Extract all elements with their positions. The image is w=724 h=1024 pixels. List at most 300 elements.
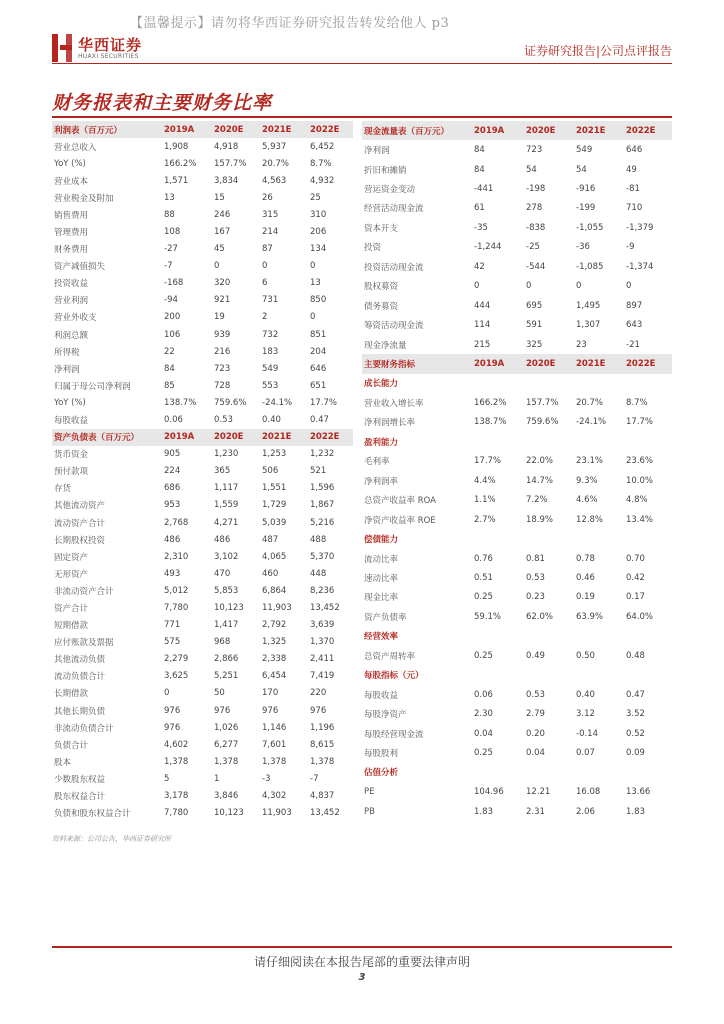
cell-value: 206 <box>310 227 327 238</box>
cell-value: 3.12 <box>576 709 595 720</box>
cell-value: 108 <box>164 227 181 238</box>
cell-value: 905 <box>164 449 181 460</box>
cell-value: 4,302 <box>262 791 287 802</box>
financial-tables <box>52 121 672 822</box>
row-label: 每股股利 <box>364 749 399 760</box>
table-header-row <box>362 354 672 373</box>
cell-value: 0.76 <box>474 553 493 564</box>
cell-value: 759.6% <box>214 397 247 408</box>
row-label: PE <box>364 786 375 797</box>
cell-value: 157.7% <box>214 158 247 169</box>
cell-value: 2.31 <box>526 806 545 817</box>
cell-value: 2.06 <box>576 806 595 817</box>
cell-value: 2.30 <box>474 709 493 720</box>
cell-value: 13.4% <box>626 514 654 525</box>
cell-value: 723 <box>214 363 231 374</box>
ratio-group-row <box>362 763 672 782</box>
table-row <box>52 138 353 155</box>
cell-value: 976 <box>164 722 181 733</box>
cell-value: -24.1% <box>262 397 293 408</box>
table-row <box>52 412 353 429</box>
year-header: 2022E <box>308 121 353 138</box>
cell-value: 553 <box>262 380 279 391</box>
row-label: 折旧和摊销 <box>364 165 407 176</box>
table-row <box>52 651 353 668</box>
cell-value: -3 <box>262 773 271 784</box>
cell-value: 1,417 <box>214 620 239 631</box>
row-label: 负债合计 <box>54 740 89 751</box>
cell-value: 723 <box>526 145 543 156</box>
cell-value: 643 <box>626 320 643 331</box>
row-label: 负债和股东权益合计 <box>54 809 131 820</box>
row-label: 资产减值损失 <box>54 262 106 273</box>
cell-value: -1,244 <box>474 242 502 253</box>
cell-value: 224 <box>164 466 181 477</box>
cell-value: 84 <box>164 363 175 374</box>
cell-value: 1,908 <box>164 141 189 152</box>
cell-value: -838 <box>526 222 546 233</box>
table-row <box>362 782 672 801</box>
cell-value: 7.2% <box>526 495 548 506</box>
ratio-group-label: 盈利能力 <box>364 437 399 448</box>
cell-value: 3,102 <box>214 551 239 562</box>
cell-value: 939 <box>214 329 231 340</box>
row-label: 其他长期负债 <box>54 706 106 717</box>
cell-value: 12.21 <box>526 786 551 797</box>
cell-value: 25 <box>310 192 321 203</box>
cell-value: 166.2% <box>164 158 197 169</box>
cell-value: 5,937 <box>262 141 287 152</box>
row-label: 净利润 <box>54 364 80 375</box>
cell-value: 1,307 <box>576 320 601 331</box>
cell-value: 10.0% <box>626 475 654 486</box>
cell-value: 2,338 <box>262 654 287 665</box>
cell-value: 5,853 <box>214 585 239 596</box>
cell-value: 5,216 <box>310 517 335 528</box>
cell-value: 549 <box>576 145 593 156</box>
cell-value: 18.9% <box>526 514 554 525</box>
table-row <box>362 335 672 354</box>
cell-value: 851 <box>310 329 327 340</box>
row-label: 非流动负债合计 <box>54 723 114 734</box>
cell-value: 487 <box>262 534 279 545</box>
year-header: 2021E <box>260 429 308 446</box>
cell-value: 0 <box>310 261 316 272</box>
cell-value: 710 <box>626 203 643 214</box>
row-label: 净利润 <box>364 146 390 157</box>
row-label: 股东权益合计 <box>54 792 106 803</box>
cell-value: -9 <box>626 242 635 253</box>
cell-value: -25 <box>526 242 540 253</box>
cell-value: 85 <box>164 380 175 391</box>
cell-value: -36 <box>576 242 590 253</box>
table-header-row <box>52 121 353 138</box>
cell-value: 0.70 <box>626 553 645 564</box>
cell-value: 22.0% <box>526 456 554 467</box>
cell-value: 5,370 <box>310 551 335 562</box>
row-label: 无形资产 <box>54 569 89 580</box>
cell-value: 183 <box>262 346 279 357</box>
cell-value: 1,729 <box>262 500 287 511</box>
cell-value: 8,615 <box>310 739 335 750</box>
table-row <box>362 510 672 529</box>
table-row <box>52 736 353 753</box>
cell-value: -544 <box>526 261 546 272</box>
table-header-row <box>362 121 672 140</box>
cell-value: 87 <box>262 244 273 255</box>
cell-value: 0.49 <box>526 650 545 661</box>
table-row <box>52 360 353 377</box>
cell-value: 6,454 <box>262 671 287 682</box>
cell-value: 444 <box>474 300 491 311</box>
report-type: 证券研究报告|公司点评报告 <box>523 44 672 58</box>
year-header: 2021E <box>260 121 308 138</box>
cell-value: 114 <box>474 320 491 331</box>
table-row <box>52 309 353 326</box>
legal-notice: 请仔细阅读在本报告尾部的重要法律声明 <box>253 955 470 969</box>
cell-value: 7,601 <box>262 739 287 750</box>
row-label: 存货 <box>54 484 72 495</box>
table-row <box>52 617 353 634</box>
cell-value: 0.46 <box>576 572 595 583</box>
cell-value: 200 <box>164 312 181 323</box>
cell-value: 61 <box>474 203 485 214</box>
cell-value: 1,146 <box>262 722 287 733</box>
left-financial-table <box>52 121 353 822</box>
cell-value: 54 <box>526 164 537 175</box>
table-row <box>362 140 672 159</box>
cell-value: 6,452 <box>310 141 335 152</box>
year-header: 2022E <box>624 354 672 373</box>
row-label: 总资产周转率 <box>364 651 416 662</box>
cell-value: 2,866 <box>214 654 239 665</box>
row-label: 应付账款及票据 <box>54 638 114 649</box>
cell-value: 2,768 <box>164 517 189 528</box>
cell-value: 976 <box>164 705 181 716</box>
year-header: 2019A <box>162 429 212 446</box>
cell-value: 1,026 <box>214 722 239 733</box>
row-label: 每股收益 <box>54 416 89 427</box>
cell-value: 17.7% <box>310 397 338 408</box>
cell-value: 4,563 <box>262 175 287 186</box>
cell-value: 167 <box>214 227 231 238</box>
cell-value: 5 <box>164 773 170 784</box>
table-row <box>52 787 353 804</box>
row-label: 所得税 <box>54 347 80 358</box>
cell-value: 521 <box>310 466 327 477</box>
cell-value: 104.96 <box>474 786 504 797</box>
year-header: 2022E <box>308 429 353 446</box>
cell-value: 7,780 <box>164 602 189 613</box>
cell-value: 9.3% <box>576 475 598 486</box>
cell-value: 246 <box>214 209 231 220</box>
footer-divider <box>52 946 672 948</box>
ratio-group-label: 偿债能力 <box>364 535 399 546</box>
watermark-text: 【温馨提示】请勿将华西证券研究报告转发给他人 p3 <box>130 16 450 31</box>
row-label: 流动负债合计 <box>54 672 106 683</box>
cell-value: 2.79 <box>526 709 545 720</box>
table-row <box>362 413 672 432</box>
table-row <box>52 685 353 702</box>
table-row <box>362 743 672 762</box>
table-row <box>362 549 672 568</box>
table-row <box>52 394 353 411</box>
cell-value: 1,325 <box>262 637 287 648</box>
cell-value: 5,039 <box>262 517 287 528</box>
cell-value: 3,639 <box>310 620 335 631</box>
row-label: 预付款项 <box>54 467 89 478</box>
section-title: 财务报表和主要财务比率 <box>52 92 273 114</box>
cell-value: 549 <box>262 363 279 374</box>
cell-value: 0.07 <box>576 748 595 759</box>
cell-value: -168 <box>164 278 184 289</box>
cell-value: 310 <box>310 209 327 220</box>
cell-value: 0.78 <box>576 553 595 564</box>
cell-value: 0 <box>262 261 268 272</box>
cell-value: 759.6% <box>526 417 559 428</box>
row-label: 短期借款 <box>54 621 89 632</box>
cell-value: 13,452 <box>310 808 340 819</box>
row-label: 筹资活动现金流 <box>364 321 424 332</box>
row-label: PB <box>364 806 375 817</box>
cell-value: 3,625 <box>164 671 189 682</box>
cell-value: 0.25 <box>474 650 493 661</box>
cell-value: 0.06 <box>474 689 493 700</box>
row-label: 现金比率 <box>364 593 399 604</box>
year-header: 2019A <box>472 121 524 140</box>
table-row <box>52 189 353 206</box>
table-row <box>52 223 353 240</box>
cell-value: -94 <box>164 295 178 306</box>
cell-value: 0.48 <box>626 650 645 661</box>
cell-value: 0 <box>164 688 170 699</box>
cell-value: 1,230 <box>214 449 239 460</box>
row-label: 每股净资产 <box>364 710 407 721</box>
row-label: 现金净流量 <box>364 340 407 351</box>
row-label: 毛利率 <box>364 457 390 468</box>
cell-value: -21 <box>626 339 640 350</box>
ratio-group-row <box>362 627 672 646</box>
cell-value: 1,378 <box>310 756 335 767</box>
table-row <box>52 463 353 480</box>
table-row <box>362 802 672 822</box>
cell-value: 4.8% <box>626 495 648 506</box>
cell-value: 0.53 <box>526 572 545 583</box>
cell-value: 5,012 <box>164 585 189 596</box>
cell-value: 2,792 <box>262 620 287 631</box>
cell-value: 84 <box>474 164 485 175</box>
row-label: YoY (%) <box>54 397 86 408</box>
table-title: 利润表（百万元） <box>52 121 162 138</box>
row-label: 资本开支 <box>364 223 399 234</box>
cell-value: 13.66 <box>626 786 651 797</box>
cell-value: 325 <box>526 339 543 350</box>
cell-value: 1,253 <box>262 449 287 460</box>
cell-value: 1,378 <box>164 756 189 767</box>
cell-value: 921 <box>214 295 231 306</box>
cell-value: 0.81 <box>526 553 545 564</box>
ratio-group-label: 每股指标（元） <box>364 671 424 682</box>
table-row <box>52 514 353 531</box>
cell-value: 16.08 <box>576 786 601 797</box>
cell-value: 170 <box>262 688 279 699</box>
cell-value: 166.2% <box>474 397 507 408</box>
cell-value: 0.04 <box>474 728 493 739</box>
cell-value: 470 <box>214 568 231 579</box>
table-row <box>362 277 672 296</box>
cell-value: 732 <box>262 329 279 340</box>
cell-value: 0.42 <box>626 572 645 583</box>
cell-value: 0.09 <box>626 748 645 759</box>
cell-value: -35 <box>474 222 488 233</box>
table-row <box>52 292 353 309</box>
cell-value: 23.6% <box>626 456 654 467</box>
cell-value: 62.0% <box>526 611 554 622</box>
cell-value: 1,378 <box>214 756 239 767</box>
row-label: 营业税金及附加 <box>54 193 114 204</box>
cell-value: 1,571 <box>164 175 189 186</box>
cell-value: -1,085 <box>576 261 604 272</box>
cell-value: 493 <box>164 568 181 579</box>
cell-value: 6 <box>262 278 268 289</box>
cell-value: 1,551 <box>262 483 287 494</box>
table-row <box>52 258 353 275</box>
table-row <box>52 326 353 343</box>
row-label: 流动比率 <box>364 554 399 565</box>
row-label: 速动比率 <box>364 573 399 584</box>
cell-value: 897 <box>626 300 643 311</box>
table-row <box>52 241 353 258</box>
cell-value: 0.47 <box>310 415 329 426</box>
table-row <box>362 218 672 237</box>
cell-value: 731 <box>262 295 279 306</box>
cell-value: 17.7% <box>626 417 654 428</box>
row-label: 其他流动资产 <box>54 501 106 512</box>
cell-value: 0 <box>626 281 632 292</box>
table-row <box>52 446 353 463</box>
cell-value: 50 <box>214 688 225 699</box>
cell-value: 278 <box>526 203 543 214</box>
table-row <box>52 206 353 223</box>
row-label: 投资 <box>364 243 382 254</box>
row-label: 资产负债率 <box>364 612 407 623</box>
cell-value: 84 <box>474 145 485 156</box>
row-label: 营业收入增长率 <box>364 398 424 409</box>
cell-value: 64.0% <box>626 611 654 622</box>
row-label: 资产合计 <box>54 603 89 614</box>
row-label: 投资收益 <box>54 279 89 290</box>
cell-value: 976 <box>310 705 327 716</box>
cell-value: 12.8% <box>576 514 604 525</box>
table-row <box>52 582 353 599</box>
cell-value: 4,837 <box>310 791 335 802</box>
company-logo <box>52 34 142 62</box>
cell-value: -1,379 <box>626 222 654 233</box>
cell-value: -1,055 <box>576 222 604 233</box>
cell-value: 0 <box>214 261 220 272</box>
cell-value: 8.7% <box>626 397 648 408</box>
cell-value: 11,903 <box>262 808 292 819</box>
row-label: 营运资金变动 <box>364 184 416 195</box>
cell-value: 0.40 <box>262 415 281 426</box>
cell-value: 686 <box>164 483 181 494</box>
year-header: 2019A <box>162 121 212 138</box>
cell-value: 646 <box>626 145 643 156</box>
section-divider <box>52 116 672 118</box>
table-row <box>362 315 672 334</box>
cell-value: 42 <box>474 261 485 272</box>
cell-value: 0.06 <box>164 415 183 426</box>
row-label: 每股经营现金流 <box>364 729 424 740</box>
cell-value: 1.83 <box>474 806 493 817</box>
cell-value: 138.7% <box>474 417 507 428</box>
table-row <box>362 296 672 315</box>
cell-value: 3,846 <box>214 791 239 802</box>
cell-value: -7 <box>310 773 319 784</box>
table-row <box>52 275 353 292</box>
cell-value: -198 <box>526 183 546 194</box>
table-row <box>52 634 353 651</box>
cell-value: 968 <box>214 637 231 648</box>
cell-value: 0.47 <box>626 689 645 700</box>
row-label: YoY (%) <box>54 158 86 169</box>
cell-value: 17.7% <box>474 456 502 467</box>
cell-value: 0.53 <box>526 689 545 700</box>
cell-value: 0.23 <box>526 592 545 603</box>
cell-value: 1,559 <box>214 500 239 511</box>
cell-value: 11,903 <box>262 602 292 613</box>
cell-value: 106 <box>164 329 181 340</box>
cell-value: -27 <box>164 244 178 255</box>
ratio-group-label: 经营效率 <box>364 632 399 643</box>
row-label: 非流动资产合计 <box>54 586 114 597</box>
cell-value: 0.25 <box>474 748 493 759</box>
cell-value: 26 <box>262 192 273 203</box>
cell-value: 4.4% <box>474 475 496 486</box>
cell-value: 4,065 <box>262 551 287 562</box>
cell-value: 0.04 <box>526 748 545 759</box>
cell-value: 157.7% <box>526 397 559 408</box>
cell-value: 0.25 <box>474 592 493 603</box>
row-label: 利润总额 <box>54 330 89 341</box>
cell-value: 771 <box>164 620 181 631</box>
ratio-group-row <box>362 432 672 451</box>
table-row <box>52 155 353 172</box>
cell-value: 953 <box>164 500 181 511</box>
cell-value: -0.14 <box>576 728 598 739</box>
year-header: 2020E <box>524 354 574 373</box>
cell-value: 4,602 <box>164 739 189 750</box>
cell-value: -24.1% <box>576 417 607 428</box>
cell-value: 1,117 <box>214 483 239 494</box>
cell-value: 486 <box>164 534 181 545</box>
table-row <box>52 548 353 565</box>
cell-value: 22 <box>164 346 175 357</box>
cell-value: 0.51 <box>474 572 493 583</box>
cell-value: 6,864 <box>262 585 287 596</box>
table-row <box>362 471 672 490</box>
table-row <box>362 238 672 257</box>
cell-value: 448 <box>310 568 327 579</box>
table-row <box>362 393 672 412</box>
table-row <box>362 257 672 276</box>
ratio-group-label: 成长能力 <box>364 379 399 390</box>
cell-value: 2,411 <box>310 654 335 665</box>
cell-value: -916 <box>576 183 596 194</box>
row-label: 股权募资 <box>364 282 399 293</box>
row-label: 固定资产 <box>54 552 89 563</box>
header-divider <box>52 63 672 64</box>
